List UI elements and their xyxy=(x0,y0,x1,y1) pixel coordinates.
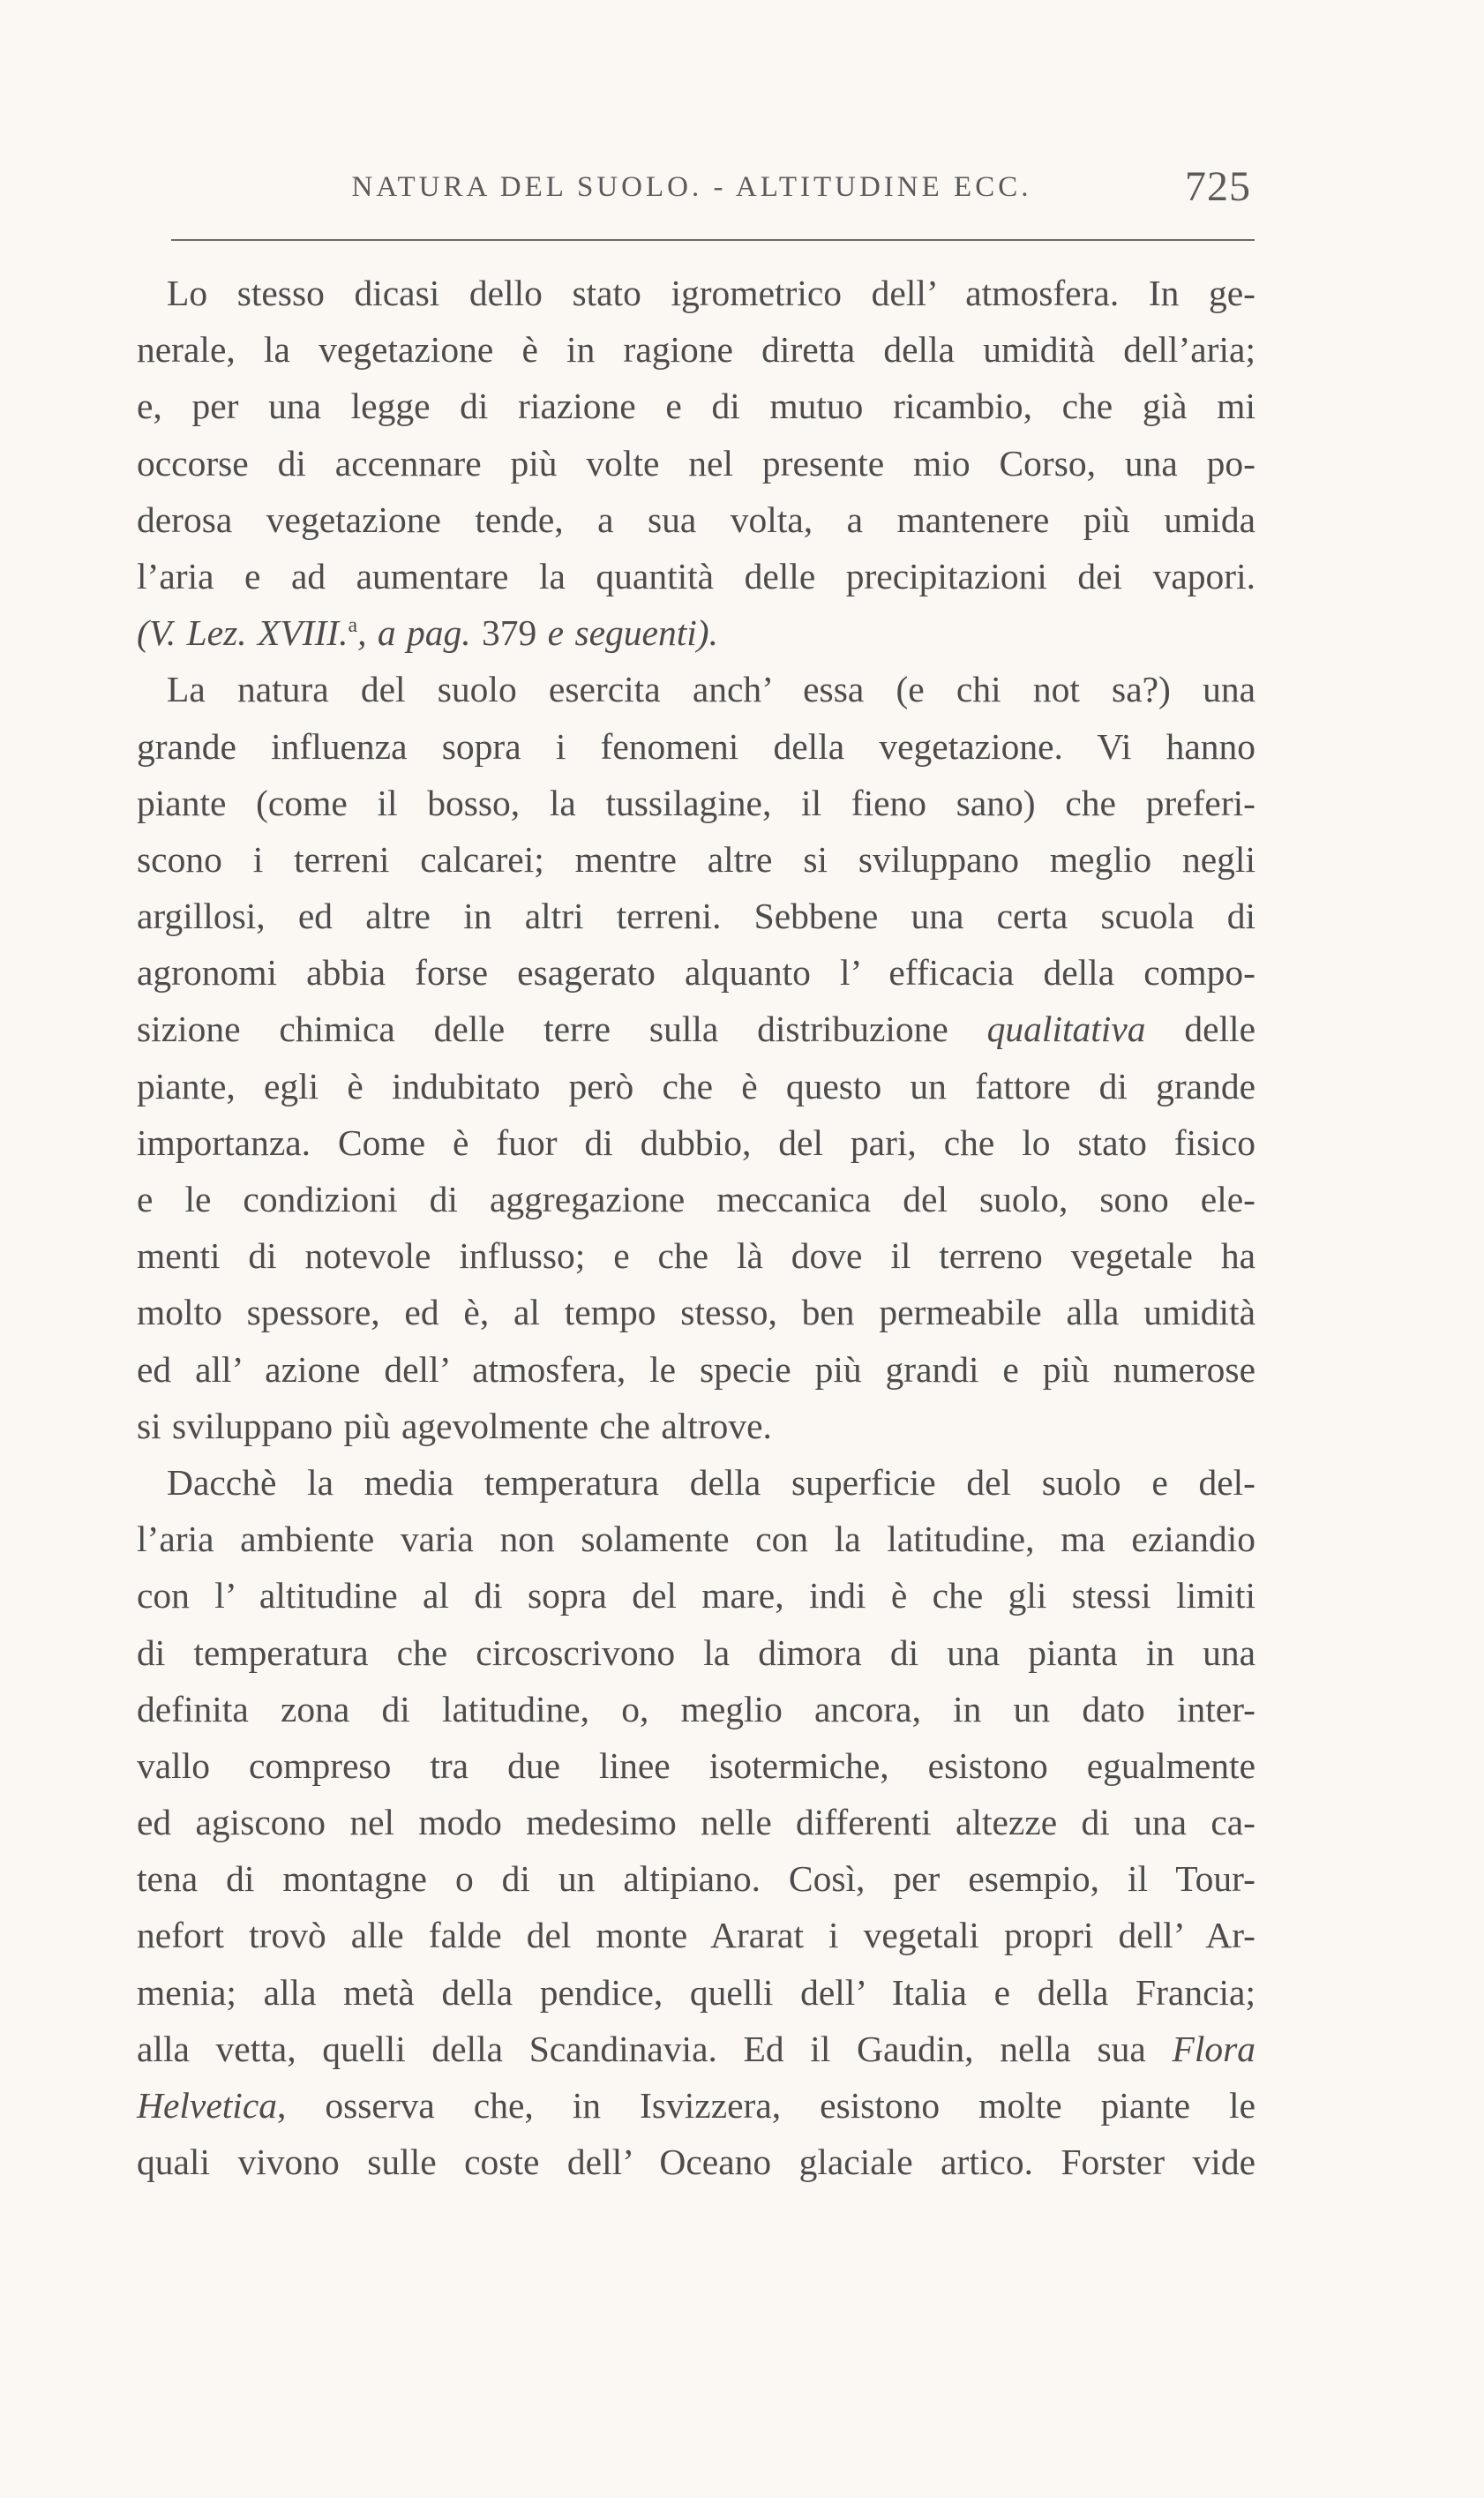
book-title-part: Helvetica xyxy=(137,2085,277,2126)
text-line: agronomi abbia forse esagerato alquanto l’ efficacia della compo- xyxy=(137,952,1255,994)
text-line: grande influenza sopra i fenomeni della vegetazione. Vi hanno xyxy=(137,725,1255,767)
text-line: ed all’ azione dell’ atmosfera, le specie più grandi e più numerose xyxy=(137,1348,1255,1390)
reference-superscript: a xyxy=(348,614,358,638)
text-line: e le condizioni di aggregazione meccanica del suolo, sono ele- xyxy=(137,1179,1255,1219)
text-line: piante, egli è indubitato però che è questo un fattore di grande xyxy=(137,1065,1255,1106)
text-line xyxy=(137,2021,1255,2077)
italic-term: qualitativa xyxy=(986,1009,1146,1050)
text-line: tena di montagne o di un altipiano. Così, per esempio, il Tour- xyxy=(137,1858,1255,1900)
book-title-part: Flora xyxy=(1172,2028,1255,2069)
text-segment: delle xyxy=(1145,1009,1255,1050)
text-line xyxy=(137,1001,1255,1057)
text-line: l’aria e ad aumentare la quantità delle precipitazioni dei vapori. xyxy=(137,555,1255,596)
reference-following: e seguenti). xyxy=(536,612,718,654)
text-line: Lo stesso dicasi dello stato igrometrico dell’ atmosfera. In ge- xyxy=(167,273,1255,313)
text-line: vallo compreso tra due linee isotermiche, esistono egualmente xyxy=(137,1744,1255,1786)
reference-page-number: 379 xyxy=(482,612,537,654)
text-line: molto spessore, ed è, al tempo stesso, ben permeabile alla umidità xyxy=(137,1292,1255,1333)
cross-reference-line xyxy=(137,604,1255,661)
text-segment: sizione chimica delle terre sulla distribuzione xyxy=(137,1009,987,1050)
text-line: definita zona di latitudine, o, meglio ancora, in un dato inter- xyxy=(137,1688,1255,1729)
text-line: e, per una legge di riazione e di mutuo ricambio, che già mi xyxy=(137,386,1255,427)
text-line: argillosi, ed altre in altri terreni. Sebbene una certa scuola di xyxy=(137,896,1255,937)
reference-page-label: , a pag. xyxy=(357,612,483,654)
body-text xyxy=(137,265,1255,2190)
text-line: ed agiscono nel modo medesimo nelle differenti altezze di una ca- xyxy=(137,1802,1255,1843)
text-line: derosa vegetazione tende, a sua volta, a mantenere più umida xyxy=(137,499,1255,540)
text-line: scono i terreni calcarei; mentre altre si sviluppano meglio negli xyxy=(137,838,1255,880)
text-line: importanza. Come è fuor di dubbio, del pari, che lo stato fisico xyxy=(137,1121,1255,1163)
text-line: di temperatura che circoscrivono la dimora di una pianta in una xyxy=(137,1632,1255,1673)
running-head xyxy=(132,162,1251,215)
text-line: nefort trovò alle falde del monte Ararat i vegetali propri dell’ Ar- xyxy=(137,1915,1255,1956)
text-line: menti di notevole influsso; e che là dove il terreno vegetale ha xyxy=(137,1235,1255,1277)
text-line: si sviluppano più agevolmente che altrove. xyxy=(137,1405,772,1446)
text-line: l’aria ambiente varia non solamente con la latitudine, ma eziandio xyxy=(137,1519,1255,1560)
text-line xyxy=(137,2077,1255,2134)
text-line: Dacchè la media temperatura della superficie del suolo e del- xyxy=(167,1461,1255,1503)
reference-lecture: (V. Lez. XVIII. xyxy=(137,612,349,654)
header-rule xyxy=(171,239,1255,241)
running-title: NATURA DEL SUOLO. - ALTITUDINE ECC. xyxy=(351,171,1032,203)
text-line: occorse di accennare più volte nel presente mio Corso, una po- xyxy=(137,442,1255,484)
text-line: piante (come il bosso, la tussilagine, il fieno sano) che preferi- xyxy=(137,782,1255,823)
text-segment: , osserva che, in Isvizzera, esistono molte piante le xyxy=(277,2085,1255,2126)
text-line: con l’ altitudine al di sopra del mare, indi è che gli stessi limiti xyxy=(137,1575,1255,1617)
page-number: 725 xyxy=(1185,163,1251,210)
text-line: menia; alla metà della pendice, quelli dell’ Italia e della Francia; xyxy=(137,1971,1255,2013)
text-segment: alla vetta, quelli della Scandinavia. Ed il Gaudin, nella sua xyxy=(137,2028,1173,2069)
text-line: La natura del suolo esercita anch’ essa (e chi not sa?) una xyxy=(167,669,1255,710)
text-line: nerale, la vegetazione è in ragione diretta della umidità dell’aria; xyxy=(137,329,1255,371)
text-line: quali vivono sulle coste dell’ Oceano glaciale artico. Forster vide xyxy=(137,2142,1255,2183)
